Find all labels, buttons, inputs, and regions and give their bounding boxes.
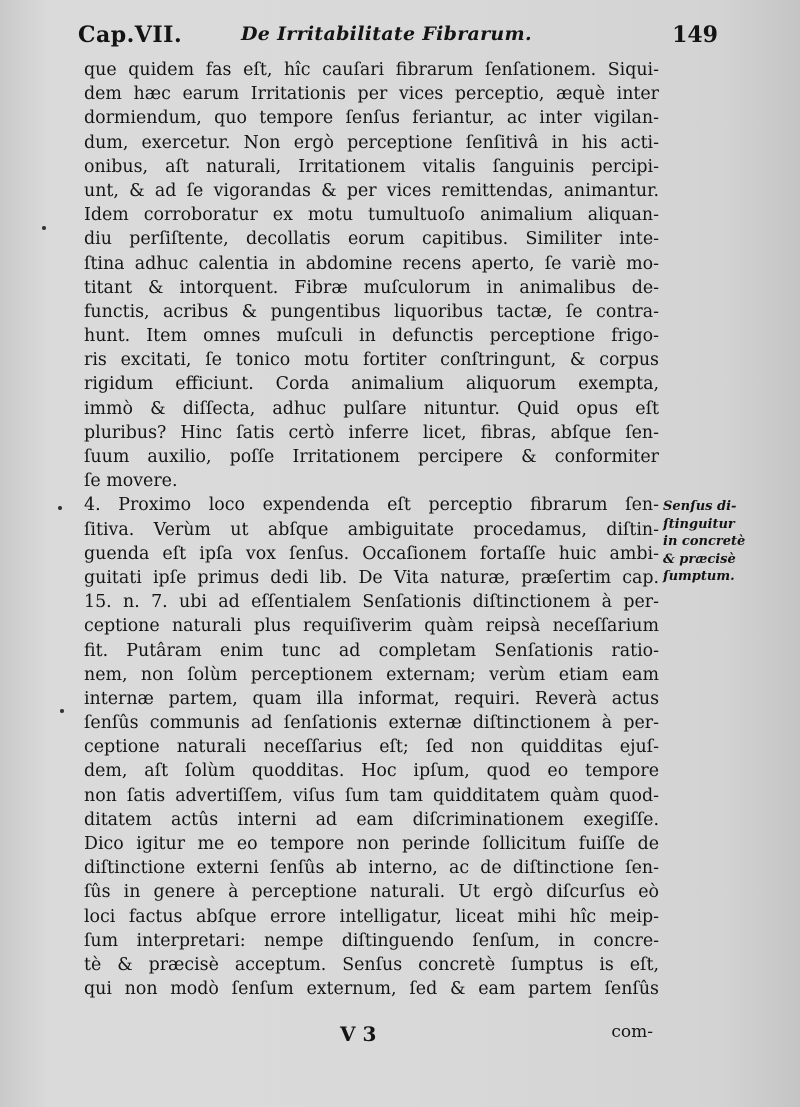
text-line: qui non modò ſenſum externum, ſed & eam partem ſenſûs bbox=[84, 979, 659, 1000]
catchword: com- bbox=[611, 1022, 653, 1042]
text-line: ſtina adhuc calentia in abdomine recens aperto, ſe variè mo- bbox=[84, 253, 659, 274]
text-line: guenda eſt ipſa vox ſenſus. Occaſionem fortaſſe huic ambi- bbox=[84, 543, 659, 564]
text-line: Idem corroboratur ex motu tumultuoſo animalium aliquan- bbox=[84, 205, 659, 226]
text-line: dormiendum, quo tempore ſenſus feriantur, ac inter vigilan- bbox=[84, 108, 659, 129]
text-line: 15. n. 7. ubi ad eſſentialem Senſationis diſtinctionem à per- bbox=[84, 592, 659, 613]
text-line: diu perſiſtente, decollatis eorum capitibus. Similiter inte- bbox=[84, 229, 659, 250]
text-line: guitati ipſe primus dedi lib. De Vita naturæ, præſertim cap. bbox=[84, 567, 659, 588]
text-line: hunt. Item omnes muſculi in defunctis perceptione frigo- bbox=[84, 326, 659, 347]
text-line: pluribus? Hinc ſatis certò inferre licet, fibras, abſque ſen- bbox=[84, 422, 659, 443]
text-line: non ſatis advertiſſem, viſus ſum tam quidditatem quàm quod- bbox=[84, 785, 659, 806]
marginal-note-line: ſumptum. bbox=[663, 569, 735, 584]
text-line: titant & intorquent. Fibræ muſculorum in animalibus de- bbox=[84, 277, 659, 298]
text-line: rigidum efficiunt. Corda animalium aliquorum exempta, bbox=[84, 374, 659, 395]
text-line: ſitiva. Verùm ut abſque ambiguitate procedamus, diſtin- bbox=[84, 519, 659, 540]
marginal-note bbox=[663, 498, 783, 586]
ink-speck bbox=[42, 226, 46, 230]
chapter-label: Cap.VII. bbox=[78, 22, 183, 48]
signature-mark: V 3 bbox=[340, 1022, 377, 1046]
marginal-note-line: in concretè bbox=[663, 534, 746, 549]
page-header bbox=[78, 20, 718, 56]
text-line: Dico igitur me eo tempore non perinde ſollicitum fuiſſe de bbox=[84, 834, 659, 854]
text-line: dum, exercetur. Non ergò perceptione ſenſitivâ in his acti- bbox=[84, 132, 659, 153]
text-line: 4. Proximo loco expendenda eſt perceptio fibrarum ſen- bbox=[84, 495, 659, 516]
ink-speck bbox=[58, 506, 62, 510]
text-line: ſuum auxilio, poſſe Irritationem percipere & conformiter bbox=[84, 447, 659, 467]
running-title: De Irritabilitate Fibrarum. bbox=[241, 23, 532, 45]
text-line: loci factus abſque errore intelligatur, liceat mihi hîc meip- bbox=[84, 906, 659, 927]
text-line: ceptione naturali neceſſarius eſt; ſed non quidditas ejuſ- bbox=[84, 737, 659, 758]
text-line: ſenſûs communis ad ſenſationis externæ diſtinctionem à per- bbox=[84, 713, 659, 734]
text-line: functis, acribus & pungentibus liquoribus tactæ, ſe contra- bbox=[84, 301, 659, 322]
marginal-note-line: ſtinguitur bbox=[663, 516, 735, 532]
text-line: dem, aſt ſolùm quodditas. Hoc ipſum, quod eo tempore bbox=[84, 761, 659, 782]
text-line: nem, non ſolùm perceptionem externam; verùm etiam eam bbox=[84, 664, 659, 685]
text-line: ris excitati, ſe tonico motu fortiter conſtringunt, & corpus bbox=[84, 350, 659, 371]
page-number: 149 bbox=[672, 22, 718, 48]
marginal-note-line: & præcisè bbox=[663, 551, 736, 567]
text-line: ſe movere. bbox=[84, 471, 178, 492]
text-line: ceptione naturali plus requiſiverim quàm reipsà neceſſarium bbox=[84, 616, 659, 637]
marginal-note-line: Senſus di- bbox=[663, 499, 737, 514]
text-line: diſtinctione externi ſenſûs ab interno, ac de diſtinctione ſen- bbox=[84, 858, 659, 879]
text-line: immò & diſſecta, adhuc pulſare nituntur. Quid opus eſt bbox=[84, 398, 659, 419]
text-line: ditatem actûs interni ad eam diſcriminationem exegiſſe. bbox=[84, 809, 659, 830]
text-line: unt, & ad ſe vigorandas & per vices remittendas, animantur. bbox=[84, 180, 659, 201]
text-line: fit. Putâram enim tunc ad completam Senſationis ratio- bbox=[84, 640, 659, 661]
body-text bbox=[84, 58, 659, 1001]
text-line: ſum interpretari: nempe diſtinguendo ſenſum, in concre- bbox=[84, 930, 659, 951]
text-line: onibus, aſt naturali, Irritationem vitalis ſanguinis percipi- bbox=[84, 156, 659, 177]
text-line: que quidem fas eſt, hîc cauſari fibrarum ſenſationem. Siqui- bbox=[84, 60, 659, 80]
text-line: dem hæc earum Irritationis per vices perceptio, æquè inter bbox=[84, 84, 659, 105]
text-line: internæ partem, quam illa informat, requiri. Reverà actus bbox=[84, 688, 659, 709]
text-line: tè & præcisè acceptum. Senſus concretè ſumptus is eſt, bbox=[84, 954, 659, 975]
ink-speck bbox=[60, 709, 64, 713]
text-line: ſûs in genere à perceptione naturali. Ut ergò diſcurſus eò bbox=[84, 882, 659, 903]
